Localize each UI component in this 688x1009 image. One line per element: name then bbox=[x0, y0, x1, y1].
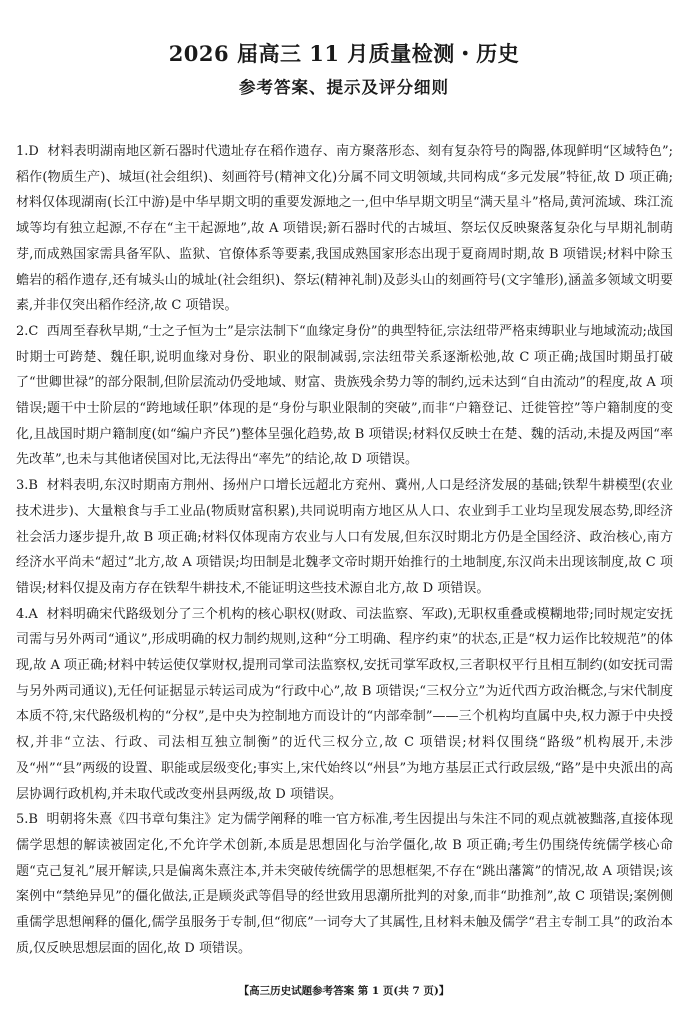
answer-item-4 bbox=[16, 602, 673, 808]
answer-item-5 bbox=[16, 807, 673, 961]
page-footer: 【高三历史试题参考答案 第 1 页(共 7 页)】 bbox=[238, 985, 450, 997]
answer-explanation: 明朝将朱熹《四书章句集注》定为儒学阐释的唯一官方标准,考生因提出与朱注不同的观点就被黜落,直接体现儒学思想的解读被固定化,不允许学术创新,本质是思想固化与治学僵化,故 B 项正确;考生仍围绕传统儒学核心命题“克己复礼”展开解读,只是偏离朱熹注本,并未突破传统儒学的思想框架,不存在“跳出藩篱”的情况,故 A 项错误;该案例中“禁绝异见”的僵化做法,正是顾炎武等倡导的经世致用思潮所批判的对象,而非“助推剂”,故 C 项错误;案例侧重儒学思想阐释的僵化,儒学虽服务于专制,但“彻底”一词夸大了其属性,且材料未触及儒学“君主专制工具”的政治本质,仅反映思想层面的固化,故 D 项错误。 bbox=[16, 812, 674, 956]
answer-number: 5.B bbox=[16, 812, 38, 828]
answer-explanation: 材料表明湖南地区新石器时代遗址存在稻作遗存、南方聚落形态、刻有复杂符号的陶器,体现鲜明“区域特色”;稻作(物质生产)、城垣(社会组织)、刻画符号(精神文化)分属不同文明领域,共同构成“多元发展”特征,故 D 项正确;材料仅体现湖南(长江中游)是中华早期文明的重要发源地之一,但中华早期文明呈“满天星斗”格局,黄河流域、珠江流域等均有独立起源,不存在“主干起源地”,故 A 项错误;新石器时代的古城垣、祭坛仅反映聚落复杂化与早期礼制萌芽,而成熟国家需具备军队、监狱、官僚体系等要素,我国成熟国家形态出现于夏商周时期,故 B 项错误;材料中除玉蟾岩的稻作遗存,还有城头山的城址(社会组织)、祭坛(精神礼制)及彭头山的刻画符号(文字雏形),涵盖多领域文明要素,并非仅突出稻作经济,故 C 项错误。 bbox=[16, 144, 673, 314]
answer-explanation: 西周至春秋早期,“士之子恒为士”是宗法制下“血缘定身份”的典型特征,宗法纽带严格束缚职业与地域流动;战国时期士可跨楚、魏任职,说明血缘对身份、职业的限制减弱,宗法纽带关系逐渐松弛,故 C 项正确;战国时期虽打破了“世卿世禄”的部分限制,但阶层流动仍受地域、财富、贵族残余势力等的制约,远未达到“自由流动”的程度,故 A 项错误;题干中士阶层的“跨地域任职”体现的是“身份与职业限制的突破”,而非“户籍登记、迁徙管控”等户籍制度的变化,且战国时期户籍制度(如“编户齐民”)整体呈强化趋势,故 B 项错误;材料仅反映士在楚、魏的活动,未提及两国“率先改革”,也未与其他诸侯国对比,无法得出“率先”的结论,故 D 项错误。 bbox=[16, 323, 674, 468]
answer-item-3 bbox=[16, 473, 673, 602]
answer-item-1 bbox=[16, 139, 673, 319]
answer-item-2 bbox=[16, 319, 673, 473]
answer-explanation: 材料表明,东汉时期南方荆州、扬州户口增长远超北方兖州、冀州,人口是经济发展的基础;铁犁牛耕模型(农业技术进步)、大量粮食与手工业品(物质财富积累),共同说明南方地区从人口、农业到手工业均呈现发展态势,即经济社会活力逐步提升,故 B 项正确;材料仅体现南方农业与人口有发展,但东汉时期北方仍是全国经济、政治核心,南方经济水平尚未“超过”北方,故 A 项错误;均田制是北魏孝文帝时期开始推行的土地制度,东汉尚未出现该制度,故 C 项错误;材料仅提及南方存在铁犁牛耕技术,不能证明这些技术源自北方,故 D 项错误。 bbox=[16, 478, 674, 596]
document-subtitle: 参考答案、提示及评分细则 bbox=[239, 78, 449, 97]
answer-list bbox=[16, 139, 673, 962]
answer-number: 1.D bbox=[16, 144, 39, 159]
answer-explanation: 材料明确宋代路级划分了三个机构的核心职权(财政、司法监察、军政),无职权重叠或模糊地带;同时规定安抚司需与另外两司“通议”,形成明确的权力制约规则,这种“分工明确、程序约束”的状态,正是“权力运作比较规范”的体现,故 A 项正确;材料中转运使仅掌财权,提刑司掌司法监察权,安抚司掌军政权,三者职权平行且相互制约(如安抚司需与另外两司通议),无任何证据显示转运司成为“行政中心”,故 B 项错误;“三权分立”为近代西方政治概念,与宋代制度本质不符,宋代路级机构的“分权”,是中央为控制地方而设计的“内部牵制”——三个机构均直属中央,权力源于中央授权,并非“立法、行政、司法相互独立制衡”的近代三权分立,故 C 项错误;材料仅围绕“路级”机构展开,未涉及“州”“县”两级的设置、职能或层级变化;事实上,宋代始终以“州县”为地方基层正式行政层级,“路”是中央派出的高层协调行政机构,并未取代或改变州县两级,故 D 项错误。 bbox=[16, 606, 673, 802]
document-title: 2026 届高三 11 月质量检测・历史 bbox=[168, 41, 520, 66]
answer-number: 3.B bbox=[16, 478, 38, 494]
answer-number: 4.A bbox=[16, 606, 38, 622]
answer-number: 2.C bbox=[16, 323, 39, 339]
